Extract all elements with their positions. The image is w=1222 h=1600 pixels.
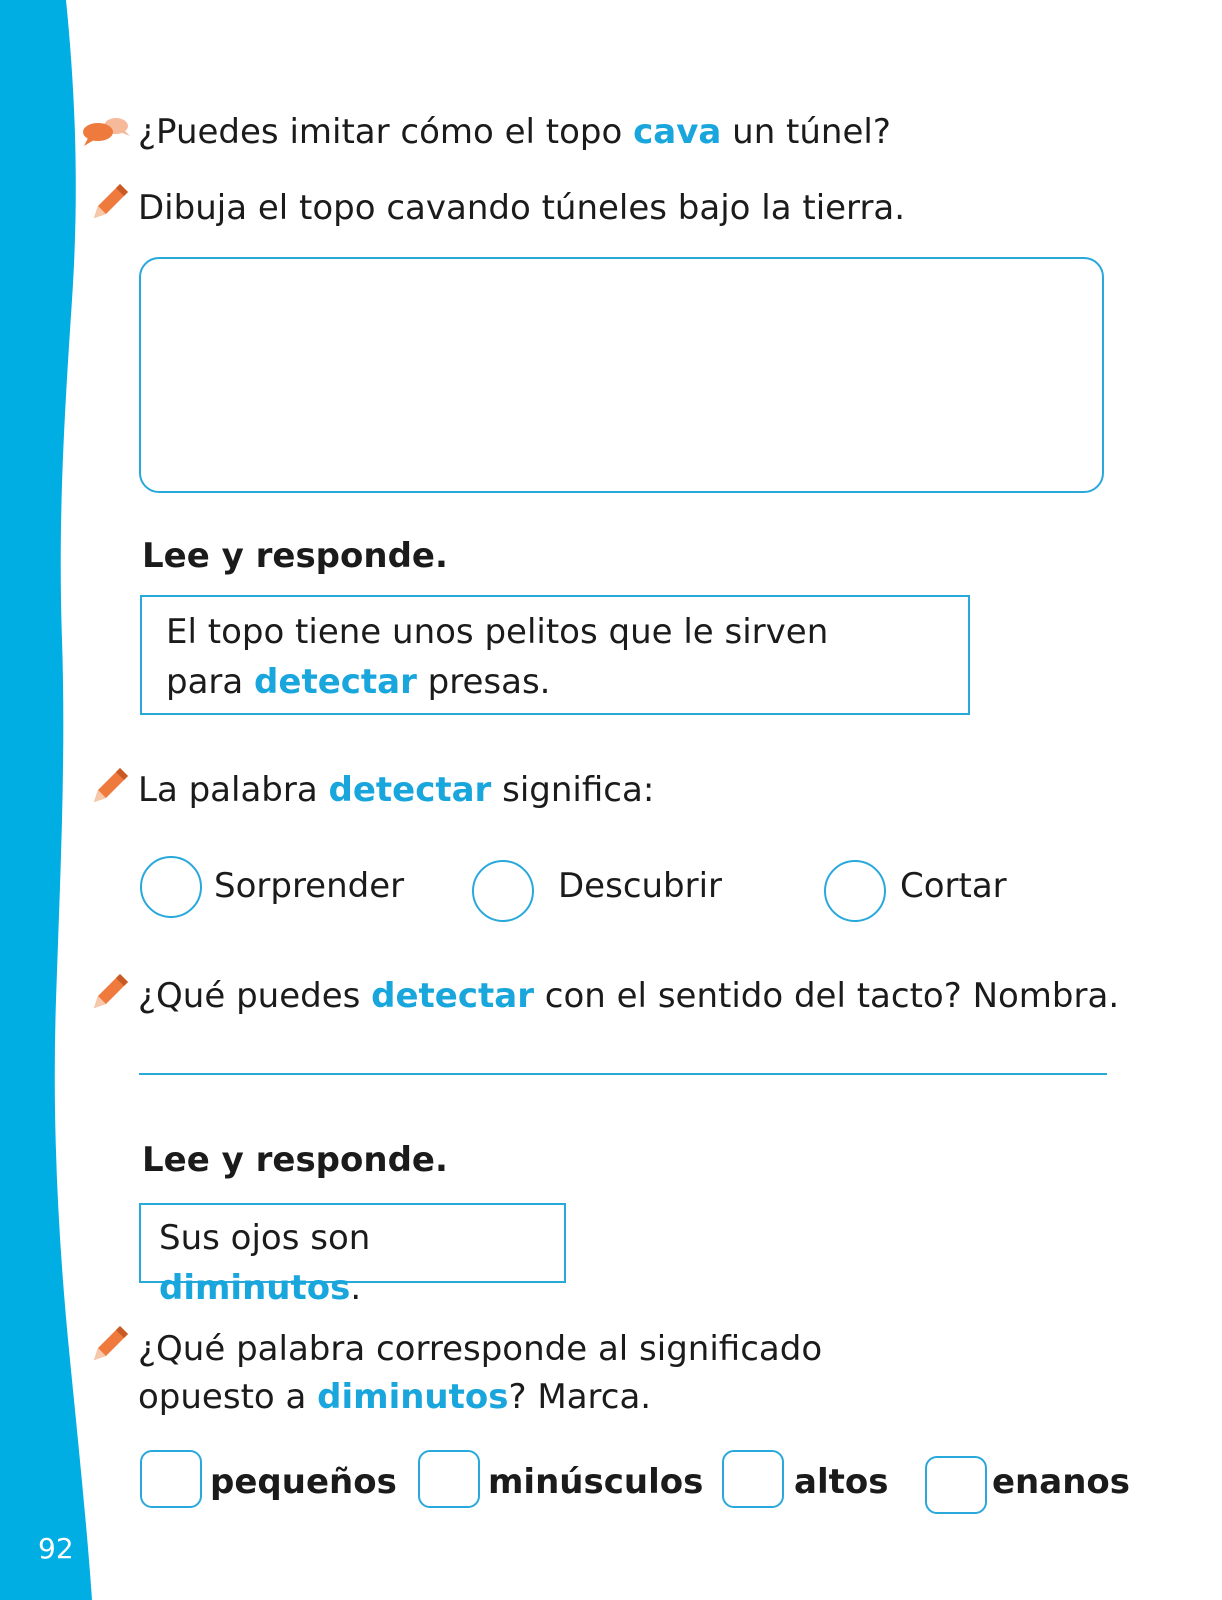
pencil-icon (88, 1322, 132, 1366)
section2-passage-before: Sus ojos son (159, 1218, 371, 1258)
section2-passage-after: . (350, 1268, 362, 1308)
question-meaning-before: La palabra (138, 770, 329, 810)
question-speak-before: ¿Puedes imitar cómo el topo (138, 112, 634, 152)
pencil-icon (88, 180, 132, 224)
option-label-1: Sorprender (214, 866, 405, 906)
word-option-1: pequeños (210, 1462, 397, 1502)
keyword-detectar: detectar (328, 770, 492, 810)
keyword-cava: cava (633, 112, 722, 152)
question-opposite-after: ? Marca. (508, 1377, 652, 1417)
question-touch-before: ¿Qué puedes (138, 976, 372, 1016)
radio-option-1[interactable] (140, 856, 202, 918)
radio-option-3[interactable] (824, 860, 886, 922)
word-option-2: minúsculos (488, 1462, 704, 1502)
question-speak-after: un túnel? (721, 112, 891, 152)
radio-option-2[interactable] (472, 860, 534, 922)
section1-passage-before: para (166, 662, 255, 702)
question-touch (138, 972, 1119, 1020)
keyword-detectar: detectar (254, 662, 417, 702)
checkbox-option-2[interactable] (418, 1450, 480, 1508)
question-meaning-after: significa: (491, 770, 655, 810)
section1-heading: Lee y responde. (142, 536, 448, 576)
page-number: 92 (38, 1532, 74, 1565)
keyword-detectar: detectar (371, 976, 534, 1016)
section2-passage-box (139, 1203, 566, 1308)
question-opposite-before: opuesto a (138, 1377, 318, 1417)
question-speak (138, 108, 891, 156)
pencil-icon (88, 970, 132, 1014)
checkbox-option-1[interactable] (140, 1450, 202, 1508)
question-opposite-line2 (138, 1373, 651, 1421)
section1-passage-line2 (166, 657, 944, 707)
section1-passage-after: presas. (416, 662, 551, 702)
keyword-diminutos: diminutos (317, 1377, 509, 1417)
checkbox-option-3[interactable] (722, 1450, 784, 1508)
question-touch-after: con el sentido del tacto? Nombra. (533, 976, 1120, 1016)
drawing-area[interactable] (139, 257, 1104, 493)
question-meaning (138, 766, 654, 814)
keyword-diminutos: diminutos (159, 1268, 351, 1308)
question-opposite-line1: ¿Qué palabra corresponde al significado (138, 1329, 823, 1369)
pencil-icon (88, 764, 132, 808)
section2-heading: Lee y responde. (142, 1140, 448, 1180)
option-label-2: Descubrir (558, 866, 723, 906)
word-option-3: altos (794, 1462, 889, 1502)
speech-bubbles-icon (80, 114, 132, 148)
option-label-3: Cortar (900, 866, 1007, 906)
section1-passage-line1: El topo tiene unos pelitos que le sirven (166, 612, 829, 652)
section1-passage-box (140, 595, 970, 715)
answer-line[interactable] (139, 1073, 1107, 1075)
question-draw: Dibuja el topo cavando túneles bajo la tierra. (138, 188, 906, 228)
word-option-4: enanos (992, 1462, 1131, 1502)
checkbox-option-4[interactable] (925, 1456, 987, 1514)
